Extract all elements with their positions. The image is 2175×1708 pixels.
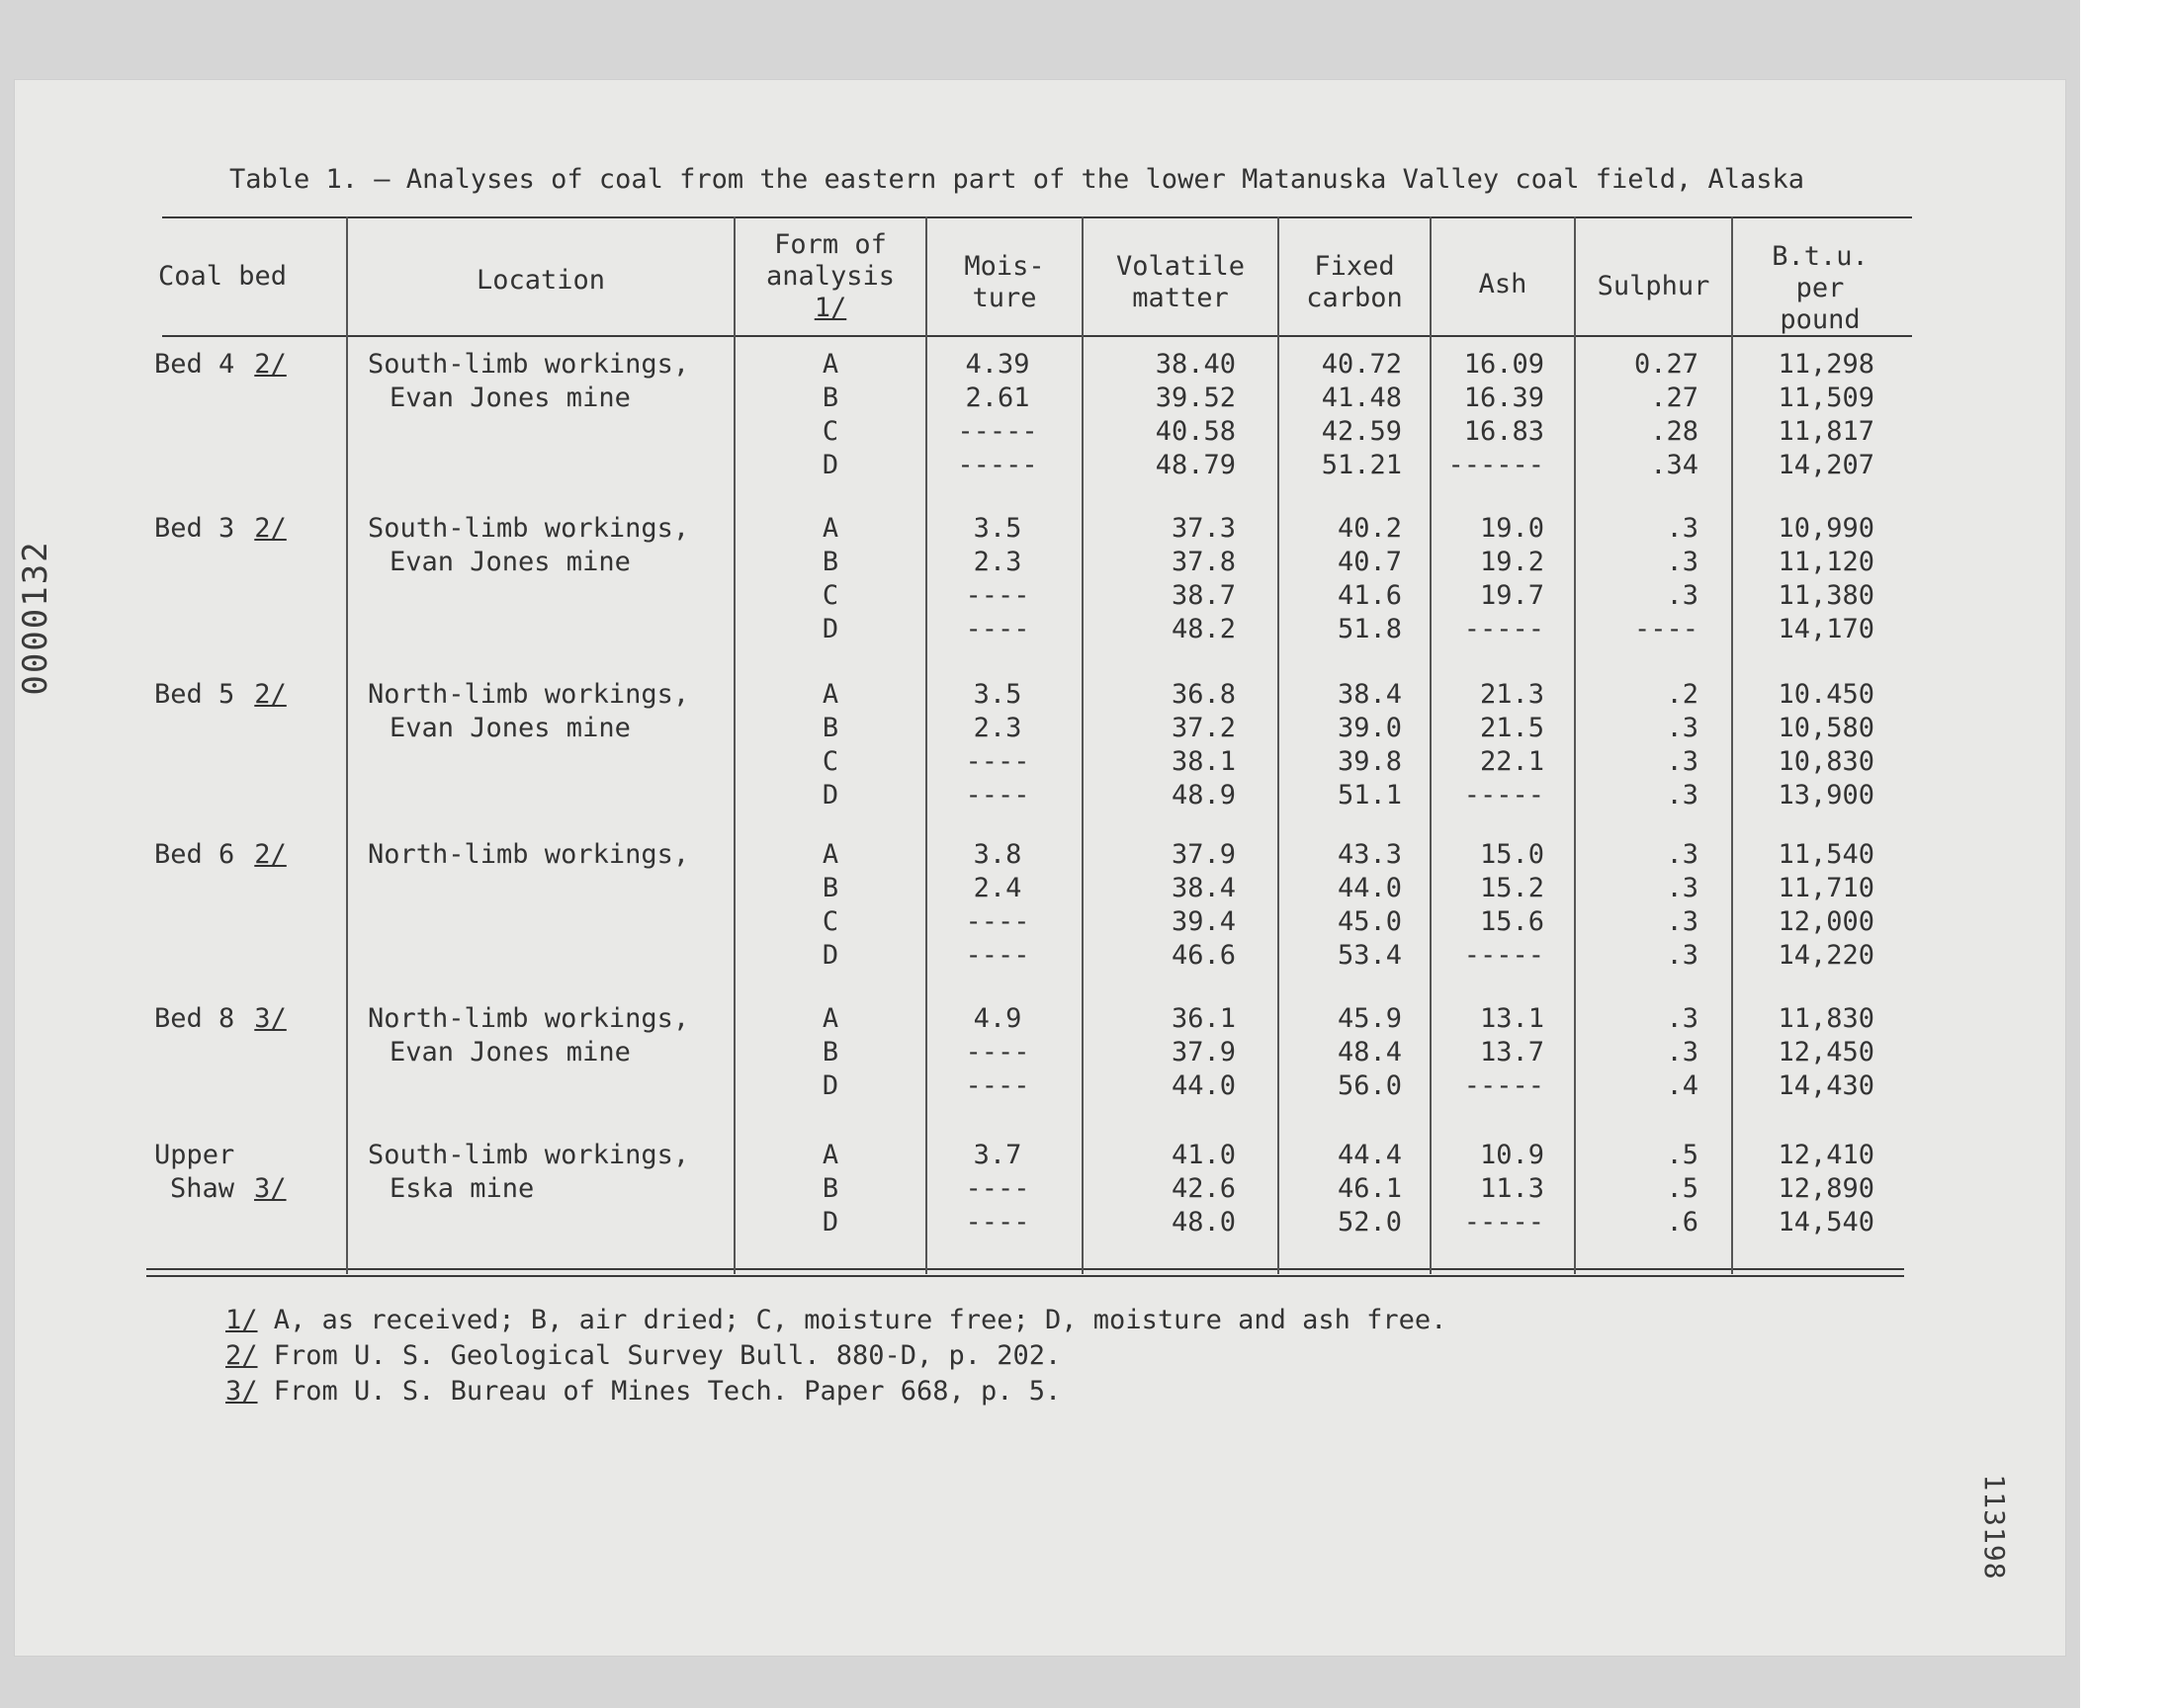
- volatile-cell: 46.6: [1171, 940, 1236, 971]
- ash-cell: 19.2: [1479, 547, 1544, 577]
- volatile-cell: 37.8: [1171, 547, 1236, 577]
- volatile-cell: 44.0: [1171, 1070, 1236, 1101]
- ash-cell: 13.7: [1479, 1037, 1544, 1068]
- form-cell: C: [822, 746, 839, 777]
- coal-bed-name: Bed 8: [154, 1003, 235, 1034]
- footnote: 1/ A, as received; B, air dried; C, moisture free; D, moisture and ash free.: [225, 1305, 1447, 1335]
- bed-footnote-ref: 2/: [254, 513, 287, 544]
- btu-cell: 14,170: [1778, 614, 1874, 644]
- btu-cell: 12,410: [1778, 1140, 1874, 1170]
- header-btu-per-pound: B.t.u. per pound: [1772, 241, 1869, 335]
- coal-bed-cell: [154, 838, 287, 872]
- sulphur-cell: .3: [1666, 580, 1698, 611]
- location-cell: [368, 512, 689, 579]
- header-fixed-carbon: Fixed carbon: [1306, 251, 1403, 313]
- btu-cell: 11,380: [1778, 580, 1874, 611]
- sulphur-cell: .3: [1666, 780, 1698, 811]
- fixed-carbon-cell: 44.0: [1337, 873, 1402, 903]
- location-line: Evan Jones mine: [390, 713, 631, 743]
- form-cell: C: [822, 906, 839, 937]
- volatile-cell: 48.0: [1171, 1207, 1236, 1238]
- location-line: Evan Jones mine: [390, 1037, 631, 1068]
- fixed-carbon-cell: 51.8: [1337, 614, 1402, 644]
- column-divider: [1731, 216, 1733, 1274]
- form-cell: A: [822, 349, 839, 380]
- sulphur-cell: .3: [1666, 839, 1698, 870]
- sulphur-cell: .3: [1666, 940, 1698, 971]
- form-cell: A: [822, 839, 839, 870]
- moisture-cell: ----: [965, 580, 1030, 611]
- sulphur-cell: .3: [1666, 746, 1698, 777]
- fixed-carbon-cell: 41.6: [1337, 580, 1402, 611]
- volatile-cell: 39.4: [1171, 906, 1236, 937]
- location-line: North-limb workings,: [368, 679, 690, 710]
- volatile-cell: 48.2: [1171, 614, 1236, 644]
- location-line: North-limb workings,: [368, 839, 690, 870]
- btu-cell: 11,540: [1778, 839, 1874, 870]
- moisture-cell: 3.8: [973, 839, 1022, 870]
- sulphur-cell: .3: [1666, 906, 1698, 937]
- fixed-carbon-cell: 40.72: [1321, 349, 1402, 380]
- moisture-cell: 2.3: [973, 713, 1022, 743]
- sulphur-cell: .5: [1666, 1140, 1698, 1170]
- form-cell: B: [822, 1037, 839, 1068]
- btu-cell: 11,830: [1778, 1003, 1874, 1034]
- form-cell: D: [822, 614, 839, 644]
- btu-cell: 12,000: [1778, 906, 1874, 937]
- form-cell: A: [822, 513, 839, 544]
- ash-cell: 19.7: [1479, 580, 1544, 611]
- moisture-cell: -----: [957, 450, 1038, 480]
- ash-cell: -----: [1463, 940, 1544, 971]
- fixed-carbon-cell: 56.0: [1337, 1070, 1402, 1101]
- fixed-carbon-cell: 46.1: [1337, 1173, 1402, 1204]
- btu-cell: 10,830: [1778, 746, 1874, 777]
- form-cell: B: [822, 713, 839, 743]
- header-bottom-rule: [162, 335, 1912, 337]
- coal-bed-name: Bed 6: [154, 839, 235, 870]
- form-cell: C: [822, 580, 839, 611]
- column-divider: [1430, 216, 1432, 1274]
- sulphur-cell: .4: [1666, 1070, 1698, 1101]
- btu-cell: 10,580: [1778, 713, 1874, 743]
- bed-footnote-ref: 3/: [254, 1003, 287, 1034]
- location-line: South-limb workings,: [368, 513, 690, 544]
- moisture-cell: ----: [965, 780, 1030, 811]
- btu-cell: 11,817: [1778, 416, 1874, 447]
- btu-cell: 13,900: [1778, 780, 1874, 811]
- coal-bed-cell: [154, 1139, 287, 1206]
- form-cell: A: [822, 1003, 839, 1034]
- header-volatile-matter: Volatile matter: [1115, 251, 1246, 313]
- column-divider: [1574, 216, 1576, 1274]
- moisture-cell: ----: [965, 746, 1030, 777]
- moisture-cell: 3.7: [973, 1140, 1022, 1170]
- sulphur-cell: 0.27: [1633, 349, 1698, 380]
- header-moisture: Mois- ture: [964, 251, 1045, 313]
- coal-bed-name: Bed 3: [154, 513, 235, 544]
- ash-cell: ------: [1447, 450, 1544, 480]
- location-cell: [368, 678, 689, 745]
- sulphur-cell: .3: [1666, 547, 1698, 577]
- ash-cell: 16.39: [1463, 383, 1544, 413]
- location-cell: [368, 838, 689, 872]
- volatile-cell: 39.52: [1155, 383, 1236, 413]
- form-cell: A: [822, 1140, 839, 1170]
- fixed-carbon-cell: 51.1: [1337, 780, 1402, 811]
- fixed-carbon-cell: 39.0: [1337, 713, 1402, 743]
- fixed-carbon-cell: 39.8: [1337, 746, 1402, 777]
- sulphur-cell: .34: [1650, 450, 1698, 480]
- location-cell: [368, 1002, 689, 1069]
- btu-cell: 14,430: [1778, 1070, 1874, 1101]
- moisture-cell: 2.3: [973, 547, 1022, 577]
- moisture-cell: ----: [965, 1207, 1030, 1238]
- ash-cell: 22.1: [1479, 746, 1544, 777]
- ash-cell: -----: [1463, 1207, 1544, 1238]
- ash-cell: 15.0: [1479, 839, 1544, 870]
- btu-cell: 14,540: [1778, 1207, 1874, 1238]
- header-sulphur: Sulphur: [1597, 271, 1710, 301]
- fixed-carbon-cell: 40.7: [1337, 547, 1402, 577]
- header-location: Location: [476, 265, 606, 296]
- volatile-cell: 38.40: [1155, 349, 1236, 380]
- fixed-carbon-cell: 48.4: [1337, 1037, 1402, 1068]
- location-cell: [368, 348, 689, 415]
- volatile-cell: 38.4: [1171, 873, 1236, 903]
- moisture-cell: ----: [965, 1037, 1030, 1068]
- btu-cell: 14,207: [1778, 450, 1874, 480]
- sulphur-cell: .3: [1666, 873, 1698, 903]
- moisture-cell: ----: [965, 614, 1030, 644]
- fixed-carbon-cell: 45.0: [1337, 906, 1402, 937]
- coal-bed-cell: [154, 1002, 287, 1036]
- header-ash: Ash: [1478, 269, 1527, 299]
- fixed-carbon-cell: 43.3: [1337, 839, 1402, 870]
- coal-bed-name: Bed 4: [154, 349, 235, 380]
- location-line: South-limb workings,: [368, 1140, 690, 1170]
- coal-bed-name: Bed 5: [154, 679, 235, 710]
- volatile-cell: 36.8: [1171, 679, 1236, 710]
- sulphur-cell: .3: [1666, 713, 1698, 743]
- fixed-carbon-cell: 38.4: [1337, 679, 1402, 710]
- fixed-carbon-cell: 44.4: [1337, 1140, 1402, 1170]
- form-cell: D: [822, 1070, 839, 1101]
- header-form-of-analysis: Form of analysis 1/: [765, 229, 896, 323]
- moisture-cell: ----: [965, 1070, 1030, 1101]
- sulphur-cell: ----: [1633, 614, 1698, 644]
- sulphur-cell: .2: [1666, 679, 1698, 710]
- btu-cell: 12,450: [1778, 1037, 1874, 1068]
- ash-cell: 21.5: [1479, 713, 1544, 743]
- column-divider: [1277, 216, 1279, 1274]
- fixed-carbon-cell: 41.48: [1321, 383, 1402, 413]
- bed-footnote-ref: 2/: [254, 679, 287, 710]
- form-cell: B: [822, 873, 839, 903]
- btu-cell: 12,890: [1778, 1173, 1874, 1204]
- ash-cell: 15.2: [1479, 873, 1544, 903]
- scan-margin: [2080, 0, 2175, 1708]
- ash-cell: 19.0: [1479, 513, 1544, 544]
- table-bottom-rule-2: [146, 1275, 1904, 1277]
- btu-cell: 11,120: [1778, 547, 1874, 577]
- bed-footnote-ref: 3/: [254, 1173, 287, 1204]
- form-cell: D: [822, 1207, 839, 1238]
- fixed-carbon-cell: 51.21: [1321, 450, 1402, 480]
- volatile-cell: 42.6: [1171, 1173, 1236, 1204]
- ash-cell: 15.6: [1479, 906, 1544, 937]
- btu-cell: 14,220: [1778, 940, 1874, 971]
- btu-cell: 11,710: [1778, 873, 1874, 903]
- sulphur-cell: .5: [1666, 1173, 1698, 1204]
- location-line: Evan Jones mine: [390, 547, 631, 577]
- volatile-cell: 37.9: [1171, 1037, 1236, 1068]
- page-number: 113198: [1978, 1474, 2011, 1580]
- moisture-cell: 4.39: [965, 349, 1030, 380]
- volatile-cell: 40.58: [1155, 416, 1236, 447]
- volatile-cell: 38.7: [1171, 580, 1236, 611]
- moisture-cell: 3.5: [973, 679, 1022, 710]
- ash-cell: -----: [1463, 1070, 1544, 1101]
- coal-bed-cell: [154, 512, 287, 546]
- volatile-cell: 38.1: [1171, 746, 1236, 777]
- form-cell: B: [822, 547, 839, 577]
- moisture-cell: ----: [965, 906, 1030, 937]
- column-divider: [925, 216, 927, 1274]
- location-line: South-limb workings,: [368, 349, 690, 380]
- coal-bed-name-line2: Shaw: [170, 1173, 235, 1204]
- form-cell: A: [822, 679, 839, 710]
- footnote: 2/ From U. S. Geological Survey Bull. 880-D, p. 202.: [225, 1340, 1062, 1371]
- volatile-cell: 48.79: [1155, 450, 1236, 480]
- volatile-cell: 41.0: [1171, 1140, 1236, 1170]
- form-cell: C: [822, 416, 839, 447]
- header-coal-bed: Coal bed: [158, 261, 288, 292]
- ash-cell: -----: [1463, 614, 1544, 644]
- sulphur-cell: .3: [1666, 513, 1698, 544]
- volatile-cell: 48.9: [1171, 780, 1236, 811]
- form-cell: D: [822, 780, 839, 811]
- form-cell: D: [822, 940, 839, 971]
- table-title: Table 1. — Analyses of coal from the eastern part of the lower Matanuska Valley coal field, Alaska: [229, 164, 1805, 195]
- bed-footnote-ref: 2/: [254, 349, 287, 380]
- sulphur-cell: .3: [1666, 1003, 1698, 1034]
- ash-cell: 16.83: [1463, 416, 1544, 447]
- location-line: Evan Jones mine: [390, 383, 631, 413]
- coal-bed-cell: [154, 678, 287, 712]
- moisture-cell: 3.5: [973, 513, 1022, 544]
- ash-cell: 21.3: [1479, 679, 1544, 710]
- moisture-cell: 2.61: [965, 383, 1030, 413]
- sulphur-cell: .6: [1666, 1207, 1698, 1238]
- table-bottom-rule: [146, 1268, 1904, 1270]
- side-stamp: 0000132: [16, 540, 55, 696]
- volatile-cell: 37.2: [1171, 713, 1236, 743]
- btu-cell: 10,990: [1778, 513, 1874, 544]
- ash-cell: 11.3: [1479, 1173, 1544, 1204]
- fixed-carbon-cell: 53.4: [1337, 940, 1402, 971]
- volatile-cell: 36.1: [1171, 1003, 1236, 1034]
- form-cell: B: [822, 1173, 839, 1204]
- fixed-carbon-cell: 40.2: [1337, 513, 1402, 544]
- fixed-carbon-cell: 42.59: [1321, 416, 1402, 447]
- volatile-cell: 37.3: [1171, 513, 1236, 544]
- fixed-carbon-cell: 52.0: [1337, 1207, 1402, 1238]
- moisture-cell: 2.4: [973, 873, 1022, 903]
- moisture-cell: ----: [965, 1173, 1030, 1204]
- bed-footnote-ref: 2/: [254, 839, 287, 870]
- ash-cell: 13.1: [1479, 1003, 1544, 1034]
- form-cell: B: [822, 383, 839, 413]
- location-line: North-limb workings,: [368, 1003, 690, 1034]
- ash-cell: 16.09: [1463, 349, 1544, 380]
- table-top-rule: [162, 216, 1912, 218]
- btu-cell: 10.450: [1778, 679, 1874, 710]
- moisture-cell: -----: [957, 416, 1038, 447]
- location-line: Eska mine: [390, 1173, 535, 1204]
- btu-cell: 11,298: [1778, 349, 1874, 380]
- volatile-cell: 37.9: [1171, 839, 1236, 870]
- moisture-cell: 4.9: [973, 1003, 1022, 1034]
- coal-bed-cell: [154, 348, 287, 382]
- ash-cell: -----: [1463, 780, 1544, 811]
- sulphur-cell: .3: [1666, 1037, 1698, 1068]
- sulphur-cell: .27: [1650, 383, 1698, 413]
- btu-cell: 11,509: [1778, 383, 1874, 413]
- form-cell: D: [822, 450, 839, 480]
- footnote: 3/ From U. S. Bureau of Mines Tech. Paper 668, p. 5.: [225, 1376, 1062, 1407]
- ash-cell: 10.9: [1479, 1140, 1544, 1170]
- location-cell: [368, 1139, 689, 1206]
- moisture-cell: ----: [965, 940, 1030, 971]
- sulphur-cell: .28: [1650, 416, 1698, 447]
- column-divider: [1082, 216, 1084, 1274]
- column-divider: [346, 216, 348, 1274]
- coal-bed-name: Upper: [154, 1140, 235, 1170]
- fixed-carbon-cell: 45.9: [1337, 1003, 1402, 1034]
